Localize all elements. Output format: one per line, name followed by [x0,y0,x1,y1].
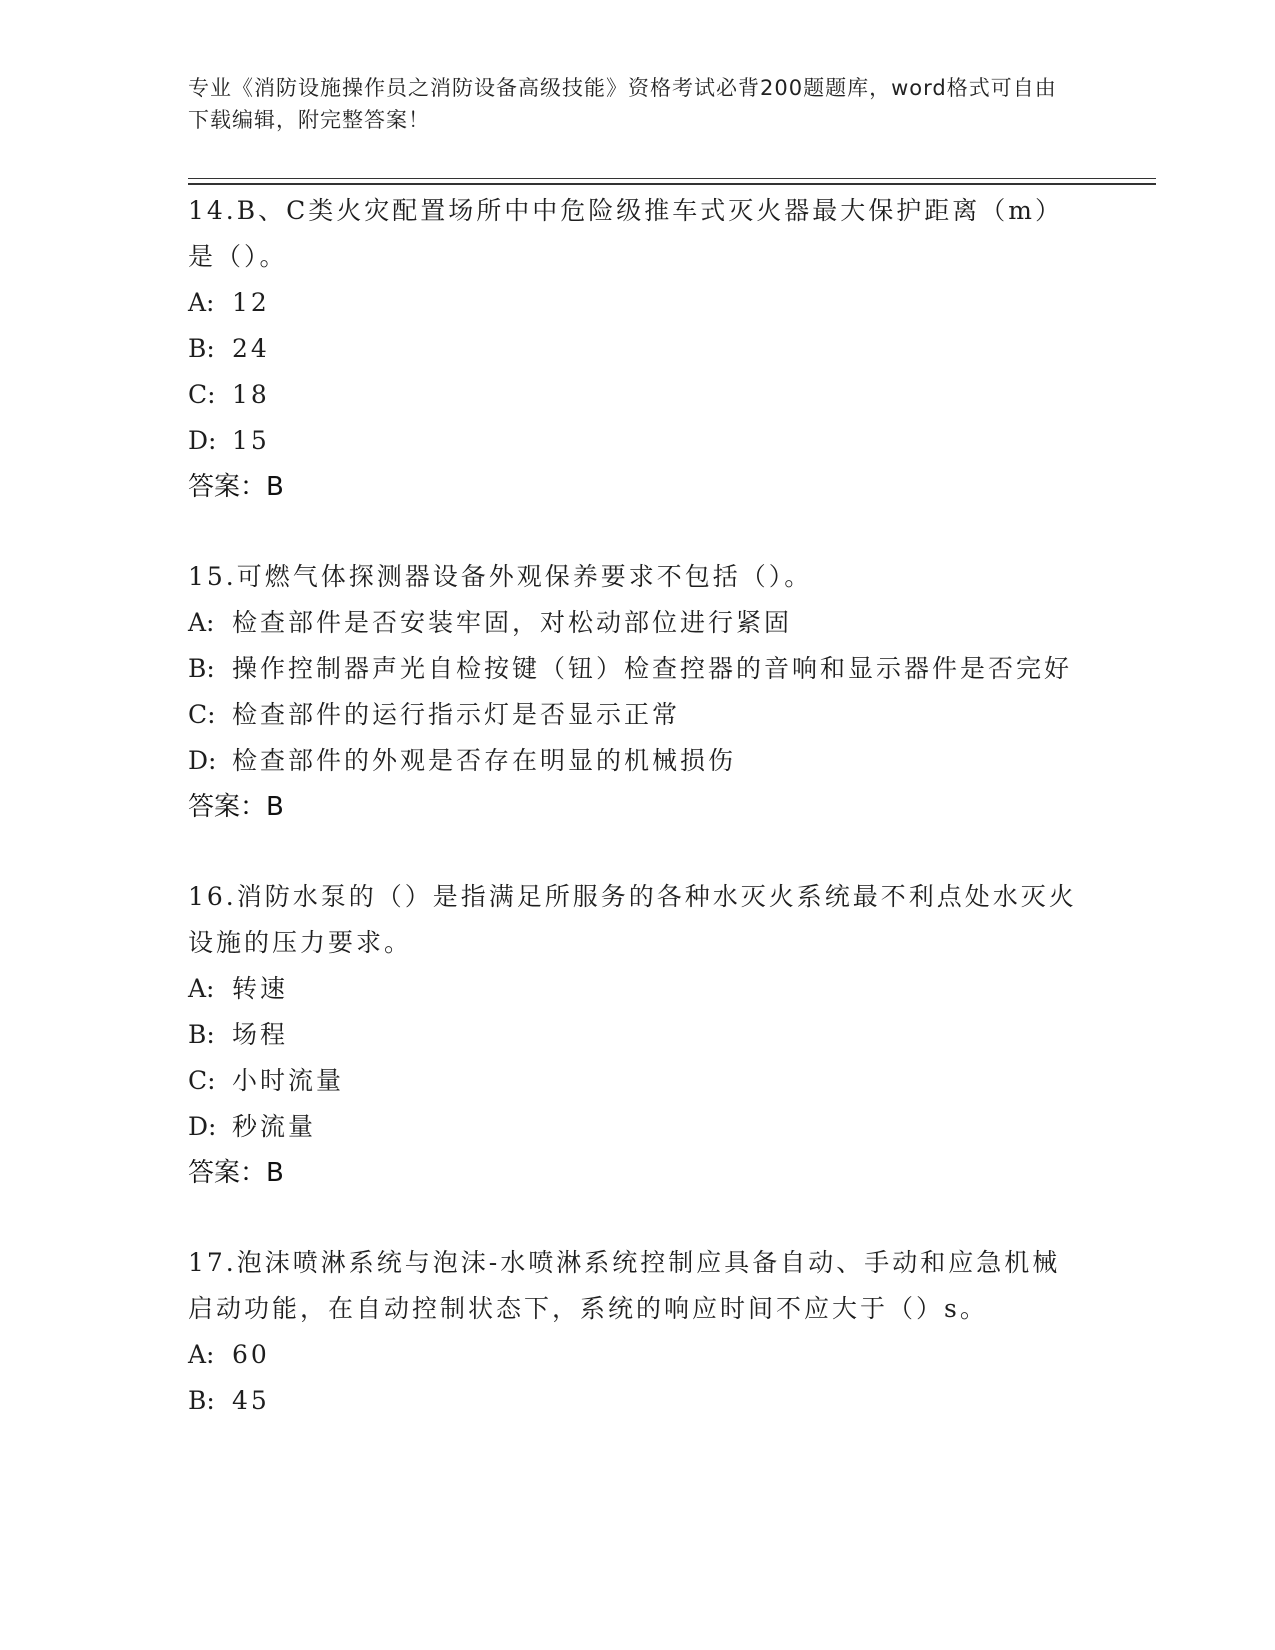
option-letter: D: [188,746,217,775]
option-b [188,646,1088,692]
answer-line: 答案：B [188,1158,284,1188]
option-letter: C: [188,700,216,729]
option-a [188,1332,1088,1378]
question-14 [188,188,1088,510]
option-letter: B: [188,654,215,683]
option-d [188,418,1088,464]
option-text: 小时流量 [232,1066,345,1095]
option-text: 45 [232,1386,270,1415]
option-d [188,1104,1088,1150]
option-letter: B: [188,334,215,363]
answer-line: 答案：B [188,472,284,502]
answer-line: 答案：B [188,792,284,822]
option-letter: A: [188,974,215,1003]
question-15 [188,554,1088,830]
option-a [188,600,1088,646]
option-text: 检查部件是否安装牢固，对松动部位进行紧固 [232,608,793,637]
option-c [188,1058,1088,1104]
question-stem: 16.消防水泵的（）是指满足所服务的各种水灭火系统最不利点处水灭火设施的压力要求。 [188,882,1077,957]
option-letter: A: [188,1340,215,1369]
option-text: 12 [232,288,270,317]
question-list [188,188,1088,1424]
option-text: 检查部件的运行指示灯是否显示正常 [232,700,681,729]
option-text: 检查部件的外观是否存在明显的机械损伤 [232,746,737,775]
header-rule-thin [188,178,1156,179]
option-letter: D: [188,1112,217,1141]
option-d [188,738,1088,784]
option-letter: A: [188,288,215,317]
option-b [188,326,1088,372]
question-17 [188,1240,1088,1424]
question-gap [188,830,1088,874]
option-b [188,1012,1088,1058]
option-text: 18 [232,380,270,409]
option-a [188,280,1088,326]
option-text: 场程 [232,1020,289,1049]
option-c [188,692,1088,738]
header-rule-thick [188,183,1156,185]
option-text: 转速 [232,974,289,1003]
question-gap [188,1196,1088,1240]
option-a [188,966,1088,1012]
option-letter: A: [188,608,215,637]
option-text: 15 [232,426,270,455]
option-letter: B: [188,1386,215,1415]
question-stem: 14.B、C类火灾配置场所中中危险级推车式灭火器最大保护距离（m）是（）。 [188,196,1063,271]
question-gap [188,510,1088,554]
question-stem: 17.泡沫喷淋系统与泡沫-水喷淋系统控制应具备自动、手动和应急机械启动功能，在自动控制状态下，系统的响应时间不应大于（）s。 [188,1248,1061,1323]
option-letter: C: [188,380,216,409]
document-header: 专业《消防设施操作员之消防设备高级技能》资格考试必背200题题库，word格式可自由下载编辑，附完整答案！ [188,76,1057,132]
option-letter: C: [188,1066,216,1095]
option-text: 秒流量 [232,1112,317,1141]
question-stem: 15.可燃气体探测器设备外观保养要求不包括（）。 [188,562,813,591]
option-c [188,372,1088,418]
option-letter: D: [188,426,217,455]
option-text: 60 [232,1340,270,1369]
option-text: 24 [232,334,270,363]
option-text: 操作控制器声光自检按键（钮）检查控器的音响和显示器件是否完好 [232,654,1073,683]
question-16 [188,874,1088,1196]
option-letter: B: [188,1020,215,1049]
option-b [188,1378,1088,1424]
